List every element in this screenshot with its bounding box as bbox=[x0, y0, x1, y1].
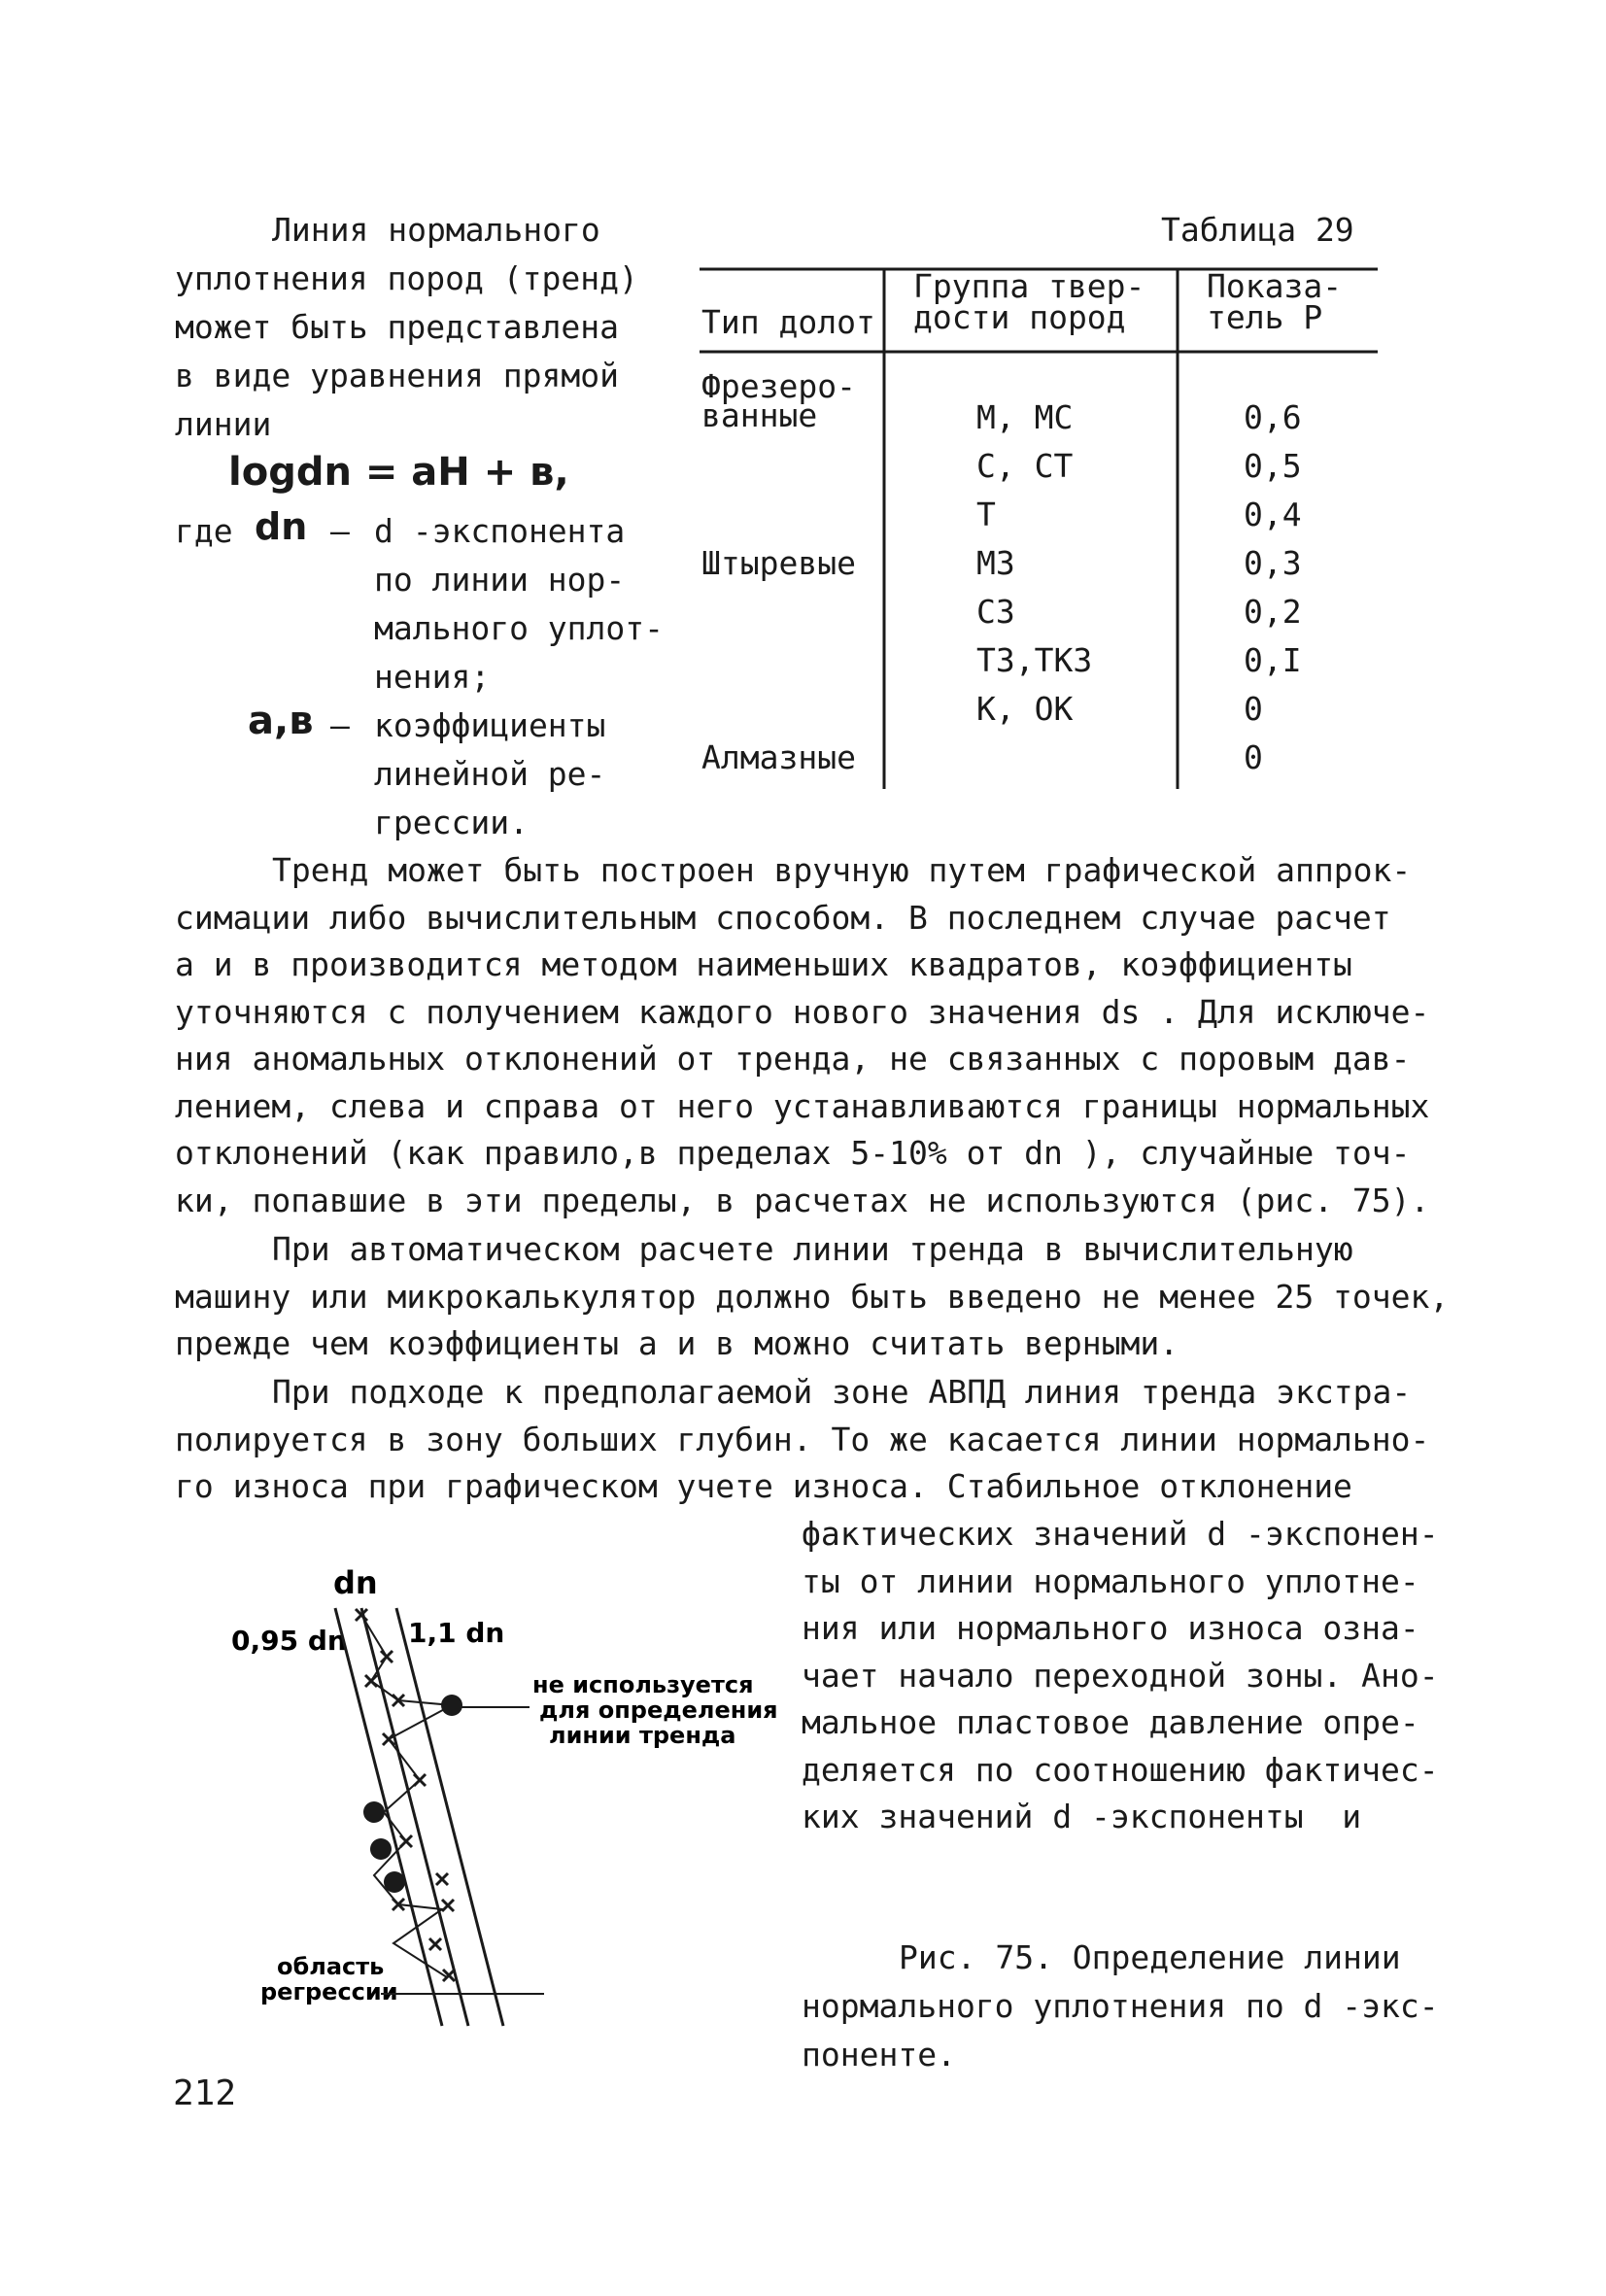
dash-2: – bbox=[330, 706, 350, 744]
ab-definition-3: грессии. bbox=[374, 804, 529, 841]
line-1-1dn bbox=[396, 1608, 503, 2026]
caption-line-2: нормального уплотнения по d -экс- bbox=[802, 1987, 1439, 2025]
text-line: го износа при графическом учете износа. Стабильное отклонение bbox=[175, 1467, 1352, 1505]
label-dn: dn bbox=[333, 1564, 378, 1601]
ab-definition-1: коэффициенты bbox=[374, 706, 606, 744]
dn-definition-4: нения; bbox=[374, 658, 491, 696]
text-line: ния или нормального износа озна- bbox=[802, 1609, 1419, 1647]
dn-symbol: dn bbox=[255, 505, 308, 548]
cross-points bbox=[356, 1609, 455, 1981]
caption-line-3: поненте. bbox=[802, 2036, 956, 2073]
header-rock-group-1: Группа твер- bbox=[913, 267, 1145, 305]
left-line-5: линии bbox=[175, 405, 272, 443]
left-line-1: Линия нормального bbox=[272, 211, 600, 249]
text-line: ты от линии нормального уплотне- bbox=[802, 1561, 1419, 1600]
value-cell: 0,3 bbox=[1244, 544, 1302, 582]
d-exponent-trace bbox=[361, 1615, 452, 1977]
header-bit-type: Тип долот bbox=[701, 303, 875, 341]
text-line: При подходе к предполагаемой зоне АВПД линия тренда экстра- bbox=[272, 1373, 1412, 1411]
dn-definition-2: по линии нор- bbox=[374, 561, 626, 599]
caption-line-1: Рис. 75. Определение линии bbox=[899, 1938, 1401, 1976]
dn-definition-1: d -экспонента bbox=[374, 512, 626, 550]
excluded-points bbox=[363, 1695, 462, 1893]
group-cell: Т bbox=[976, 496, 996, 533]
left-line-3: может быть представлена bbox=[175, 308, 619, 346]
text-line: ния аномальных отклонений от тренда, не связанных с поровым дав- bbox=[175, 1040, 1411, 1078]
table-caption: Таблица 29 bbox=[1161, 211, 1354, 249]
text-line: При автоматическом расчете линии тренда в вычислительную bbox=[272, 1230, 1353, 1268]
text-line: машину или микрокалькулятор должно быть введено не менее 25 точек, bbox=[175, 1277, 1450, 1316]
type-milled-2: ванные bbox=[701, 396, 818, 434]
text-line: уточняются с получением каждого нового значения ds . Для исключе- bbox=[175, 992, 1430, 1031]
dash-1: – bbox=[330, 512, 350, 550]
text-line: отклонений (как правило,в пределах 5-10% от dn ), случайные точ- bbox=[175, 1134, 1411, 1172]
region-label-2: регрессии bbox=[260, 1978, 398, 2005]
region-label-1: область bbox=[277, 1953, 385, 1980]
header-rock-group-2: дости пород bbox=[913, 298, 1126, 336]
note-line-1: не используется bbox=[532, 1671, 754, 1698]
type-milled-1: Фрезеро- bbox=[701, 367, 856, 405]
value-cell: 0 bbox=[1244, 738, 1263, 776]
ab-definition-2: линейной ре- bbox=[374, 755, 606, 793]
text-line: деляется по соотношению фактичес- bbox=[802, 1750, 1439, 1789]
left-line-2: уплотнения пород (тренд) bbox=[175, 259, 638, 297]
text-line: ких значений d -экспоненты и bbox=[802, 1798, 1362, 1835]
text-line: Тренд может быть построен вручную путем графической аппрок- bbox=[272, 851, 1412, 889]
group-cell: С, СТ bbox=[976, 447, 1074, 485]
dn-definition-3: мального уплот- bbox=[374, 609, 665, 647]
header-index-1: Показа- bbox=[1207, 267, 1343, 305]
text-line: чает начало переходной зоны. Ано- bbox=[802, 1656, 1439, 1695]
note-line-3: линии тренда bbox=[549, 1722, 736, 1749]
left-line-4: в виде уравнения прямой bbox=[175, 357, 619, 394]
value-cell: 0,I bbox=[1244, 641, 1302, 679]
header-index-2: тель Р bbox=[1207, 298, 1323, 336]
value-cell: 0,5 bbox=[1244, 447, 1302, 485]
trend-formula: logdn = aH + в, bbox=[228, 450, 569, 495]
text-line: лением, слева и справа от него устанавливаются границы нормальных bbox=[175, 1086, 1430, 1125]
note-line-2: для определения bbox=[539, 1696, 778, 1724]
group-cell: МЗ bbox=[976, 544, 1015, 582]
label-1-1dn: 1,1 dn bbox=[408, 1617, 505, 1649]
label-0-95dn: 0,95 dn bbox=[231, 1625, 347, 1657]
value-cell: 0 bbox=[1244, 690, 1263, 728]
text-line: a и в производится методом наименьших квадратов, коэффициенты bbox=[175, 945, 1352, 983]
value-cell: 0,2 bbox=[1244, 593, 1302, 631]
group-cell: К, ОК bbox=[976, 690, 1074, 728]
value-cell: 0,4 bbox=[1244, 496, 1302, 533]
group-cell: ТЗ,ТКЗ bbox=[976, 641, 1093, 679]
group-cell: СЗ bbox=[976, 593, 1015, 631]
text-line: мальное пластовое давление опре- bbox=[802, 1703, 1419, 1741]
ab-symbol: a,в bbox=[248, 699, 314, 743]
text-line: прежде чем коэффициенты a и в можно считать верными. bbox=[175, 1324, 1179, 1362]
group-cell: М, МС bbox=[976, 398, 1074, 436]
text-line: симации либо вычислительным способом. В последнем случае расчет bbox=[175, 898, 1391, 937]
text-line: фактических значений d -экспонен- bbox=[802, 1515, 1439, 1553]
type-diamond: Алмазные bbox=[701, 738, 856, 776]
type-insert: Штыревые bbox=[701, 544, 856, 582]
where-word: где bbox=[175, 512, 233, 550]
value-cell: 0,6 bbox=[1244, 398, 1302, 436]
text-line: ки, попавшие в эти пределы, в расчетах не используются (рис. 75). bbox=[175, 1181, 1430, 1219]
page-number: 212 bbox=[173, 2073, 237, 2113]
text-line: полируется в зону больших глубин. То же касается линии нормально- bbox=[175, 1420, 1430, 1458]
